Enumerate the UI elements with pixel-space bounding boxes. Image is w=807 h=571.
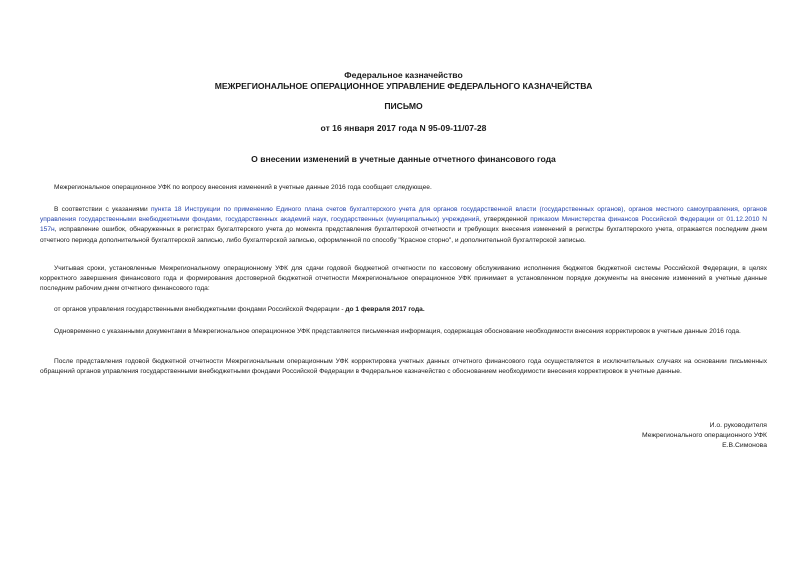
paragraph-corrections: После представления годовой бюджетной отчетности Межрегиональным операционным УФК корректировка учетных данных отчетного финансового года осуществляется в исключительных случаях на основании письменных обращений органов управления государственными внебюджетными фондами Российской Федерации в Федеральное казначейство с обоснованием необходимости внесения корректировок в учетные данные. <box>40 358 767 376</box>
department-name: МЕЖРЕГИОНАЛЬНОЕ ОПЕРАЦИОННОЕ УПРАВЛЕНИЕ ФЕДЕРАЛЬНОГО КАЗНАЧЕЙСТВА <box>214 81 593 91</box>
document-date-number: от 16 января 2017 года N 95-09-11/07-28 <box>320 123 487 133</box>
paragraph-instruction-text-3: , исправление ошибок, обнаруженных в регистрах бухгалтерского учета до момента представления бухгалтерской отчетности и требующих внесения изменений в регистры бухгалтерского учета, отражается последним днем отчетного периода дополнительной бухгалтерской записью, либо бухгалтерской записью, оформленной по способу "Красное сторно", и дополнительной бухгалтерской записью. <box>40 226 767 244</box>
signature-organization: Межрегионального операционного УФК <box>642 432 767 439</box>
paragraph-deadlines: Учитывая сроки, установленные Межрегиональному операционному УФК для сдачи годовой бюджетной отчетности по кассовому обслуживанию исполнения бюджетов бюджетной системы Российской Федерации, в целях корректного завершения финансового года и формирования достоверной бюджетной отчетности Межрегиональное операционное УФК принимает в установленном порядке документы на внесение изменений в учетные данные последним рабочим днем отчетного финансового года: <box>40 265 767 293</box>
deadline-date: до 1 февраля 2017 года. <box>345 306 425 313</box>
paragraph-justification: Одновременно с указанными документами в Межрегиональное операционное УФК представляется письменная информация, содержащая обоснование необходимости внесения корректировок в учетные данные 2016 года. <box>54 328 741 335</box>
paragraph-deadline-item <box>40 305 767 315</box>
order-link[interactable]: приказом Министерства финансов Российской Федерации от 01.12.2010 N 157н <box>40 216 767 234</box>
paragraph-instruction-text-2: , утвержденной <box>479 216 531 224</box>
paragraph-intro: Межрегиональное операционное УФК по вопросу внесения изменений в учетные данные 2016 года сообщает следующее. <box>54 184 432 191</box>
paragraph-instruction-text-1: В соответствии с указаниями <box>54 206 151 213</box>
instruction-link[interactable]: пункта 18 Инструкции по применению Единого плана счетов бухгалтерского учета для органов государственной власти (государственных органов), органов местного самоуправления, органов управления государственными внебюджетными фондами, государственных академий наук, государственных (муниципальных) учреждений <box>40 206 767 224</box>
signature-position: И.о. руководителя <box>709 422 767 429</box>
paragraph-instruction <box>40 205 767 246</box>
agency-name: Федеральное казначейство <box>344 70 463 80</box>
deadline-text: от органов управления государственными внебюджетными фондами Российской Федерации - <box>54 306 346 313</box>
signature-name: Е.В.Симонова <box>722 442 767 449</box>
document-subject: О внесении изменений в учетные данные отчетного финансового года <box>251 154 556 164</box>
document-type: ПИСЬМО <box>384 101 423 111</box>
